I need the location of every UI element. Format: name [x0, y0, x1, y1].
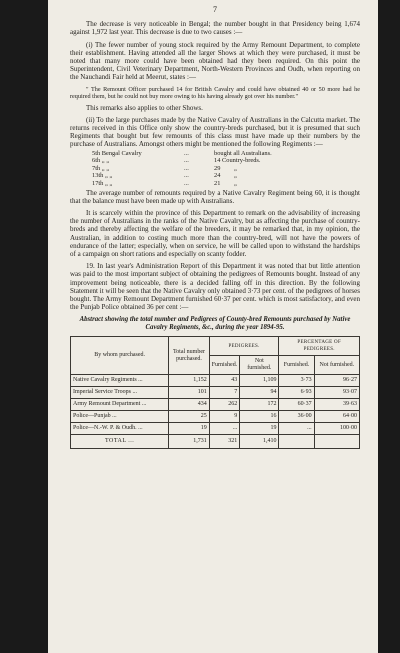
column-header: Not furnished. [314, 356, 359, 375]
page-number: 7 [213, 5, 217, 14]
column-header: Furnished. [279, 356, 314, 375]
list-item: 6th „ „ ... 14 Country-breds. [92, 157, 261, 165]
list-item: 13th „ „ ... 24 „ [92, 172, 237, 180]
list-item: 5th Bengal Cavalry ... bought all Australians. [92, 149, 272, 157]
column-group-header: PEDIGREES. [209, 337, 279, 356]
list-item: 7th „ „ ... 29 „ [92, 164, 237, 172]
paragraph-5: The average number of remounts required by a Native Cavalry Regiment being 60, it is thought that the balance must have been made up with Australians. [70, 188, 360, 205]
paragraph-2: (i) The fewer number of young stock required by the Army Remount Department, to complete their establishment. Having attended all the larger Shows at which they were purchased, it must be noted that many more could have been obtained had they been required. On this point the Superintendent, Civil Veterinary Department, North-Western Provinces and Oudh, when reporting on the Nauchandi Fair held at Meerut, states :— [70, 40, 360, 82]
paragraph-4: (ii) To the large purchases made by the Native Cavalry of Australians in the Calcutta market. The returns received in this Office only show the country-breds purchased, but it is presumed that such Regiments that bought but few remounts of this class must have made up their numbers by the purchase of Australians. Amongst others might be mentioned the following Regiments :— [70, 115, 360, 149]
paragraph-7: 19. In last year's Administration Report of this Department it was noted that but little attention was paid to the most important subject of obtaining the pedigrees of Remounts bought. Instead of any improvement being noticeable, there is a decided falling off in this direction. By the following Statement it will be seen that the Native Cavalry only obtained 3·73 per cent. of the pedigrees of horses bought. The Army Remount Department furnished 60·37 per cent. which is most satisfactory, and even the Punjab Police obtained 36 per cent :— [70, 262, 360, 312]
column-group-header: PERCENTAGE OF PEDIGREES. [279, 337, 360, 356]
table-row: Police—N.-W. P. & Oudh. ... 19 ... 19 ... 100·00 [71, 423, 360, 435]
paragraph-1: The decrease is very noticeable in Bengal; the number bought in that Presidency being 1,674 against 1,972 last year. This decrease is due to two causes :— [70, 20, 360, 37]
list-item: 17th „ „ ... 21 „ [92, 180, 237, 188]
table-row: Army Remount Department ... 434 262 172 60·37 39·63 [71, 399, 360, 411]
table-row: Native Cavalry Regiments ... 1,152 43 1,109 3·73 96·27 [71, 375, 360, 387]
table-row: Police—Punjab ... 25 9 16 36·00 64·00 [71, 411, 360, 423]
regiment-list [92, 150, 360, 188]
footnote-quote: " The Remount Officer purchased 14 for British Cavalry and could have obtained 40 or 50 more had he required them, but he could not buy more owing to his having already got over his number." [70, 85, 360, 100]
pedigree-table [70, 336, 360, 449]
table-caption: Abstract showing the total number and Pedigrees of County-bred Remounts purchased by Native Cavalry Regiments, &c., during the year 1894-95. [79, 316, 351, 332]
document-page [48, 0, 378, 653]
table-row: Imperial Service Troops ... 101 7 94 6·93 93·07 [71, 387, 360, 399]
column-header: Furnished. [209, 356, 240, 375]
column-header: By whom purchased. [71, 337, 169, 375]
column-header: Not furnished. [240, 356, 279, 375]
table-total-row: TOTAL ... 1,731 321 1,410 [71, 435, 360, 449]
paragraph-3: This remarks also applies to other Shows. [86, 103, 203, 112]
column-header: Total number purchased. [169, 337, 209, 375]
paragraph-6: It is scarcely within the province of this Department to remark on the advisability of increasing the number of Australians in the ranks of the Native Cavalry, but as affecting the purchase of country-breds and thereby affecting the welfare of the breeders, it may be remarked that, in my opinion, the Australian, in addition to costing much more than the country-bred, will not have the powers of endurance of the latter; especially, when on service, he will be called upon to withstand the hardships of a campaign on short rations and especially on scanty fodder. [70, 209, 360, 259]
